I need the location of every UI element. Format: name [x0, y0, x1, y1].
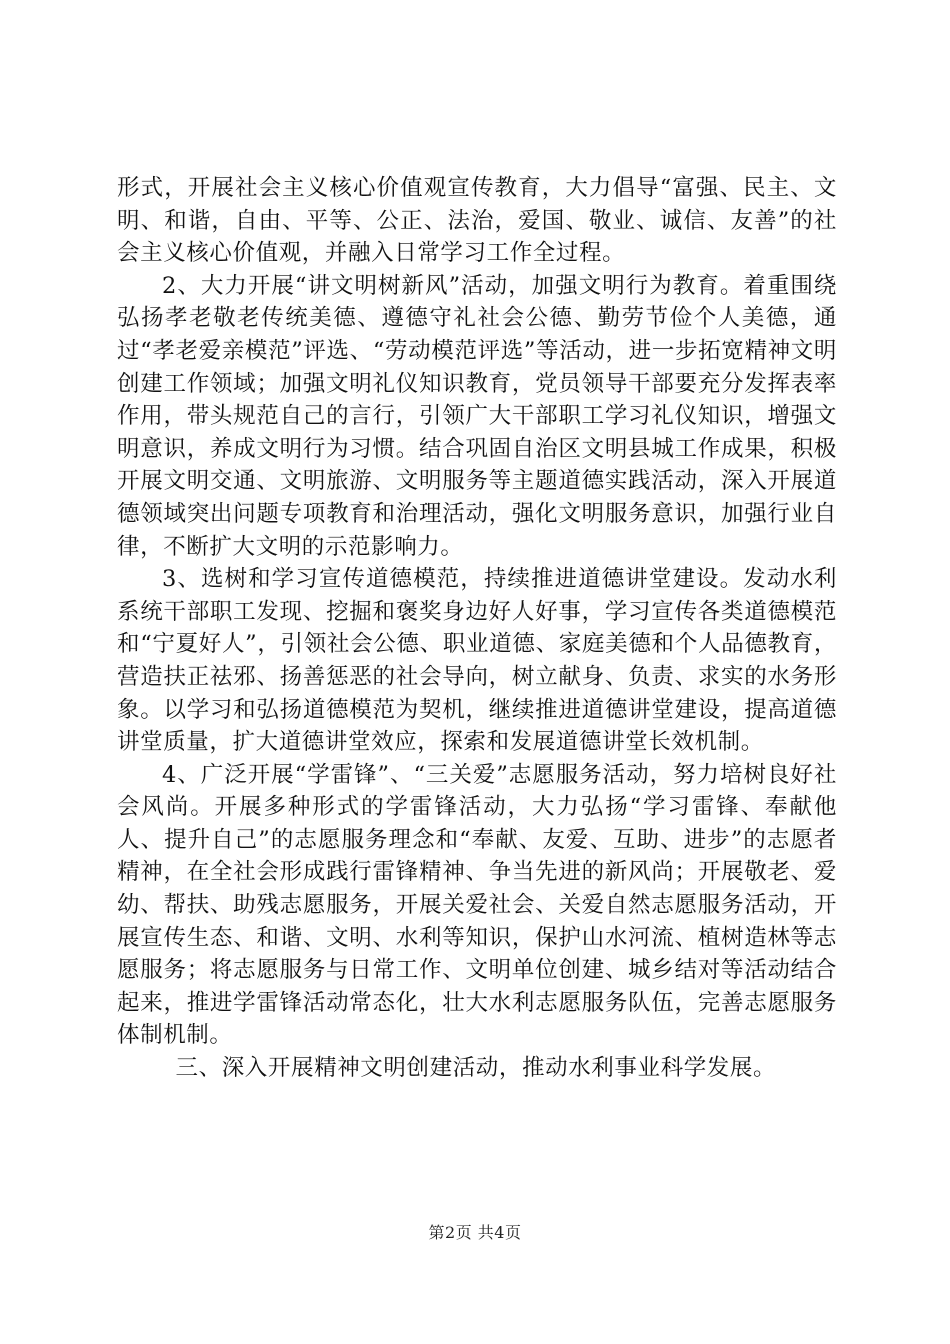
section-heading-3: 三、深入开展精神文明创建活动，推动水利事业科学发展。 — [175, 1055, 777, 1082]
document-body — [117, 172, 837, 1085]
paragraph-item-4: 4、广泛开展“学雷锋”、“三关爱”志愿服务活动，努力培树良好社会风尚。开展多种形式的学雷锋活动，大力弘扬“学习雷锋、奉献他人、提升自己”的志愿服务理念和“奉献、友爱、互助、进步”的志愿者精神，在全社会形成践行雷锋精神、争当先进的新风尚；开展敬老、爱幼、帮扶、助残志愿服务，开展关爱社会、关爱自然志愿服务活动，开展宣传生态、和谐、文明、水利等知识，保护山水河流、植树造林等志愿服务；将志愿服务与日常工作、文明单位创建、城乡结对等活动结合起来，推进学雷锋活动常态化，壮大水利志愿服务队伍，完善志愿服务体制机制。 — [117, 761, 837, 1049]
paragraph-item-2: 2、大力开展“讲文明树新风”活动，加强文明行为教育。着重围绕弘扬孝老敬老传统美德、遵德守礼社会公德、勤劳节俭个人美德，通过“孝老爱亲模范”评选、“劳动模范评选”等活动，进一步拓宽精神文明创建工作领域；加强文明礼仪知识教育，党员领导干部要充分发挥表率作用，带头规范自己的言行，引领广大干部职工学习礼仪知识，增强文明意识，养成文明行为习惯。结合巩固自治区文明县城工作成果，积极开展文明交通、文明旅游、文明服务等主题道德实践活动，深入开展道德领域突出问题专项教育和治理活动，强化文明服务意识，加强行业自律，不断扩大文明的示范影响力。 — [117, 272, 837, 560]
page-number-footer: 第2页 共4页 — [428, 1223, 522, 1242]
paragraph-continuation: 形式，开展社会主义核心价值观宣传教育，大力倡导“富强、民主、文明、和谐，自由、平等、公正、法治，爱国、敬业、诚信、友善”的社会主义核心价值观，并融入日常学习工作全过程。 — [117, 175, 837, 267]
paragraph-item-3: 3、选树和学习宣传道德模范，持续推进道德讲堂建设。发动水利系统干部职工发现、挖掘和褒奖身边好人好事，学习宣传各类道德模范和“宁夏好人”，引领社会公德、职业道德、家庭美德和个人品德教育，营造扶正祛邪、扬善惩恶的社会导向，树立献身、负责、求实的水务形象。以学习和弘扬道德模范为契机，继续推进道德讲堂建设，提高道德讲堂质量，扩大道德讲堂效应，探索和发展道德讲堂长效机制。 — [117, 566, 837, 756]
